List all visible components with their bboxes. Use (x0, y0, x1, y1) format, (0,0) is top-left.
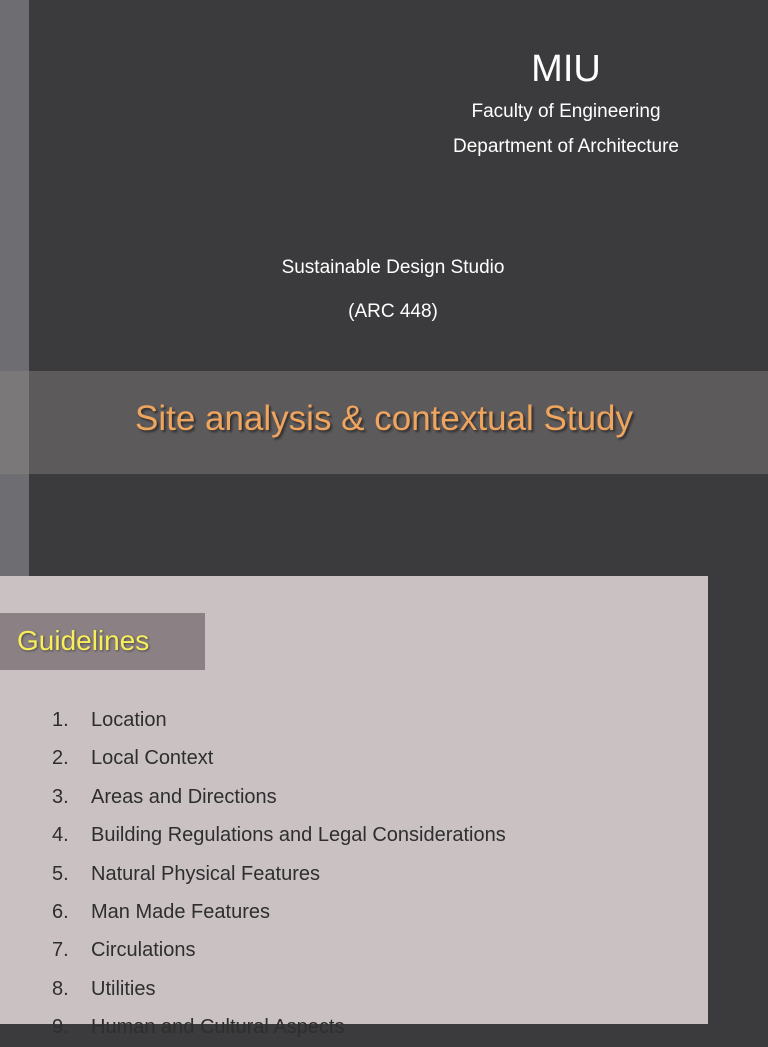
course-block (193, 246, 593, 334)
list-item-text: Man Made Features (91, 900, 270, 923)
list-item-number: 4. (52, 824, 69, 847)
list-item-text: Circulations (91, 939, 196, 962)
department-name: Department of Architecture (453, 136, 679, 157)
list-item-text: Areas and Directions (91, 785, 277, 808)
list-item-text: Local Context (91, 747, 214, 770)
list-item-number: 2. (52, 747, 69, 770)
guidelines-heading-box (0, 613, 205, 670)
slide-title: Site analysis & contextual Study (134, 399, 634, 438)
guidelines-heading: Guidelines (17, 625, 150, 656)
list-item-number: 7. (52, 939, 69, 962)
list-item-number: 1. (52, 709, 69, 731)
list-item-text: Human and Cultural Aspects (91, 1016, 345, 1039)
list-item-text: Utilities (91, 977, 156, 1000)
list-item-number: 5. (52, 862, 69, 885)
list-item-text: Building Regulations and Legal Considerations (91, 824, 506, 847)
title-band (0, 371, 768, 474)
institution-block (416, 44, 716, 164)
course-code: (ARC 448) (348, 301, 438, 322)
list-item-number: 6. (52, 900, 69, 923)
institution-name: MIU (531, 48, 601, 90)
list-item-number: 9. (52, 1016, 69, 1039)
list-item-text: Location (91, 709, 167, 731)
list-item-number: 3. (52, 785, 69, 808)
list-item-number: 8. (52, 977, 69, 1000)
left-accent-strip (0, 0, 29, 576)
course-name: Sustainable Design Studio (281, 257, 505, 278)
faculty-name: Faculty of Engineering (471, 101, 661, 122)
list-item-text: Natural Physical Features (91, 862, 320, 885)
guidelines-panel (0, 576, 708, 1039)
